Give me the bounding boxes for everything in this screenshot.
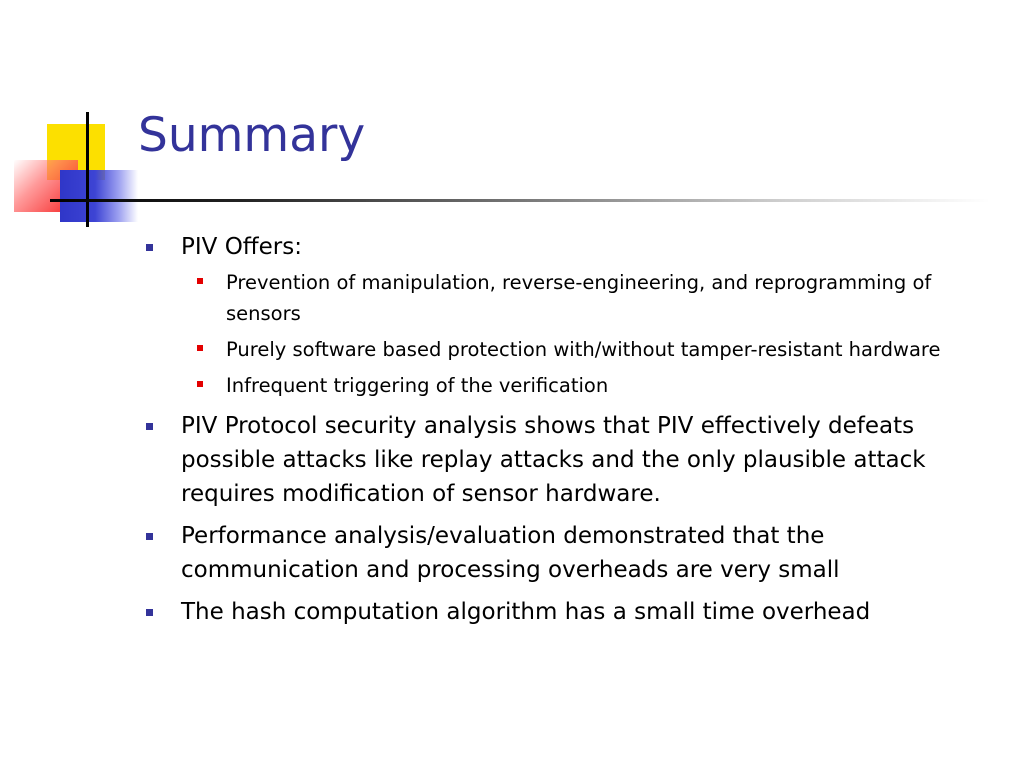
decorative-vertical-line	[86, 112, 89, 227]
bullet-text: PIV Protocol security analysis shows that PIV effectively defeats possible attacks like replay attacks and the only plausible attack requires modification of sensor hardware.	[181, 413, 926, 507]
slide-title: Summary	[138, 108, 366, 163]
square-bullet-icon	[197, 381, 203, 387]
bullet-item	[146, 409, 1006, 511]
square-bullet-icon	[146, 609, 153, 616]
slide-content	[146, 230, 1006, 637]
sub-bullet-item	[181, 267, 986, 329]
square-bullet-icon	[197, 278, 203, 284]
sub-bullet-item	[181, 334, 986, 365]
sub-bullet-item	[181, 370, 986, 401]
sub-bullet-text: Purely software based protection with/without tamper-resistant hardware	[226, 338, 941, 361]
square-bullet-icon	[146, 533, 153, 540]
sub-bullet-list	[181, 267, 1006, 401]
bullet-text: PIV Offers:	[181, 234, 302, 260]
bullet-item	[146, 230, 1006, 401]
bullet-item	[146, 519, 1006, 587]
square-bullet-icon	[146, 244, 153, 251]
square-bullet-icon	[146, 423, 153, 430]
sub-bullet-text: Prevention of manipulation, reverse-engineering, and reprogramming of sensors	[226, 271, 932, 325]
square-bullet-icon	[197, 345, 203, 351]
sub-bullet-text: Infrequent triggering of the verification	[226, 374, 609, 397]
title-underline-rule	[50, 199, 990, 202]
bullet-text: The hash computation algorithm has a small time overhead	[181, 599, 871, 625]
bullet-item	[146, 595, 1006, 629]
decorative-blue-square	[60, 170, 138, 222]
bullet-text: Performance analysis/evaluation demonstrated that the communication and processing overheads are very small	[181, 523, 840, 583]
